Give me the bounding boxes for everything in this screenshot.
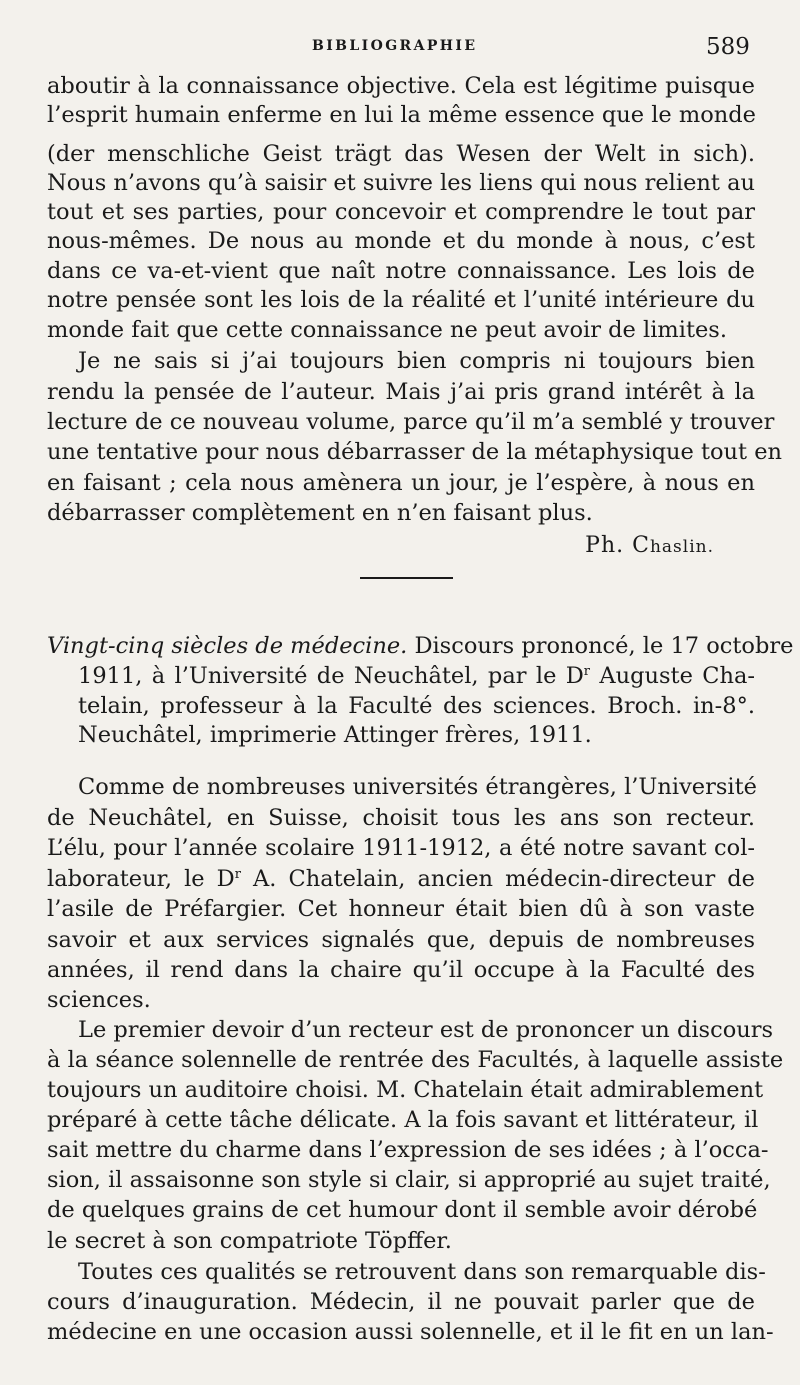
- text-line: nous-mêmes. De nous au monde et du monde à nous, c’est: [47, 228, 755, 254]
- text-line: lecture de ce nouveau volume, parce qu’il m’a semblé y trouver: [47, 409, 775, 435]
- text-line: monde fait que cette connaissance ne peut avoir de limites.: [47, 317, 727, 343]
- text-line: savoir et aux services signalés que, depuis de nombreuses: [47, 927, 755, 953]
- review-heading-rest: Discours prononcé, le 17 octobre: [407, 633, 794, 659]
- text-line: notre pensée sont les lois de la réalité et l’unité intérieure du: [47, 287, 755, 313]
- text-fragment: laborateur, le D: [47, 866, 235, 892]
- superscript: r: [583, 664, 590, 679]
- signature-name-rest: haslin.: [649, 537, 714, 557]
- text-line: en faisant ; cela nous amènera un jour, je l’espère, à nous en: [47, 470, 755, 496]
- text-line: [47, 865, 755, 894]
- page-number: 589: [706, 34, 750, 60]
- text-line: Toutes ces qualités se retrouvent dans son remarquable dis-: [78, 1259, 766, 1285]
- text-line: l’asile de Préfargier. Cet honneur était bien dû à son vaste: [47, 896, 755, 922]
- text-line: toujours un auditoire choisi. M. Chatelain était admirablement: [47, 1077, 764, 1103]
- text-line: l’esprit humain enferme en lui la même essence que le monde: [47, 102, 756, 128]
- text-line: Je ne sais si j’ai toujours bien compris ni toujours bien: [78, 348, 755, 374]
- text-line: rendu la pensée de l’auteur. Mais j’ai pris grand intérêt à la: [47, 379, 755, 405]
- text-line: médecine en une occasion aussi solennelle, et il le fit en un lan-: [47, 1319, 774, 1345]
- text-line: une tentative pour nous débarrasser de la métaphysique tout en: [47, 439, 783, 465]
- text-line: Le premier devoir d’un recteur est de prononcer un discours: [78, 1017, 774, 1043]
- review-heading-line: telain, professeur à la Faculté des sciences. Broch. in-8°.: [78, 693, 755, 719]
- text-fragment: 1911, à l’Université de Neuchâtel, par le D: [78, 663, 584, 689]
- text-line: aboutir à la connaissance objective. Cela est légitime puisque: [47, 73, 755, 99]
- text-line: Nous n’avons qu’à saisir et suivre les liens qui nous relient au: [47, 170, 755, 196]
- text-line: de quelques grains de cet humour dont il semble avoir dérobé: [47, 1197, 758, 1223]
- text-line: de Neuchâtel, en Suisse, choisit tous les ans son recteur.: [47, 805, 755, 831]
- text-line: Comme de nombreuses universités étrangères, l’Université: [78, 774, 757, 800]
- book-title: Vingt-cinq siècles de médecine.: [47, 633, 408, 659]
- signature-initial: Ph.: [585, 533, 625, 558]
- signature-name-capital: C: [632, 533, 650, 558]
- text-line: à la séance solennelle de rentrée des Facultés, à laquelle assiste: [47, 1047, 784, 1073]
- text-line: dans ce va-et-vient que naît notre connaissance. Les lois de: [47, 258, 755, 284]
- section-divider: [360, 577, 453, 579]
- author-signature: [585, 533, 714, 558]
- text-line: sciences.: [47, 987, 151, 1013]
- text-line: le secret à son compatriote Töpffer.: [47, 1228, 452, 1254]
- review-heading-line: Neuchâtel, imprimerie Attinger frères, 1911.: [78, 722, 592, 748]
- text-line: sait mettre du charme dans l’expression de ses idées ; à l’occa-: [47, 1137, 769, 1163]
- running-title: BIBLIOGRAPHIE: [312, 38, 478, 54]
- superscript: r: [234, 867, 241, 882]
- text-fragment: Auguste Cha-: [590, 663, 755, 689]
- text-line: cours d’inauguration. Médecin, il ne pouvait parler que de: [47, 1289, 755, 1315]
- review-heading-line: [78, 662, 755, 691]
- text-line: (der menschliche Geist trägt das Wesen der Welt in sich).: [47, 141, 755, 167]
- text-line: préparé à cette tâche délicate. A la fois savant et littérateur, il: [47, 1107, 759, 1133]
- page-header: [0, 34, 800, 64]
- text-line: sion, il assaisonne son style si clair, si approprié au sujet traité,: [47, 1167, 771, 1193]
- text-line: tout et ses parties, pour concevoir et comprendre le tout par: [47, 199, 755, 225]
- text-line: années, il rend dans la chaire qu’il occupe à la Faculté des: [47, 957, 755, 983]
- text-fragment: A. Chatelain, ancien médecin-directeur de: [240, 866, 755, 892]
- text-line: débarrasser complètement en n’en faisant plus.: [47, 500, 593, 526]
- review-heading-line: [47, 632, 794, 661]
- text-line: L’élu, pour l’année scolaire 1911-1912, a été notre savant col-: [47, 835, 755, 861]
